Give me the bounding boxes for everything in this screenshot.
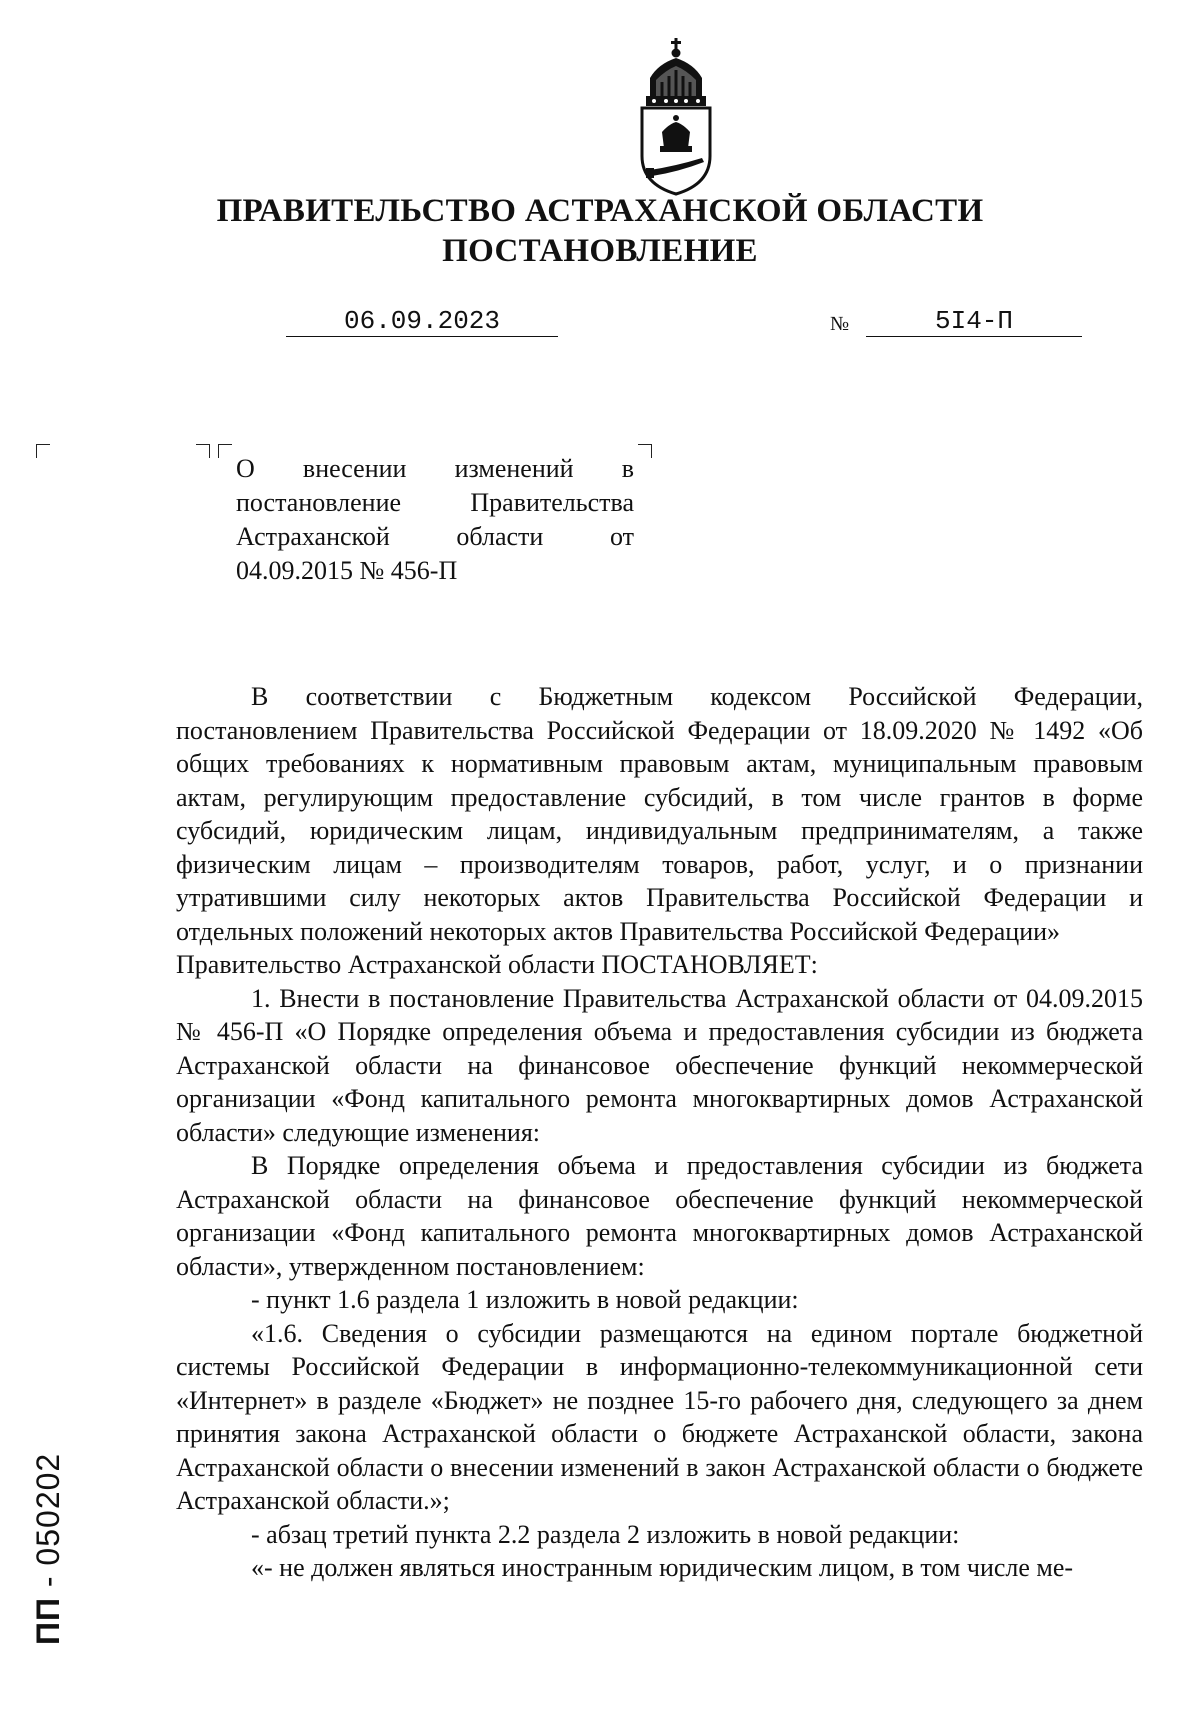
serial-stamp [30, 1345, 66, 1645]
corner-mark-icon [196, 444, 210, 458]
document-subject: О внесении изменений в постановление Правительства Астраханской области от 04.09.2015 № 456-П [236, 454, 634, 585]
organization-title: ПРАВИТЕЛЬСТВО АСТРАХАНСКОЙ ОБЛАСТИ [216, 193, 984, 229]
coat-of-arms-icon [636, 38, 716, 196]
amendment-item: - абзац третий пункта 2.2 раздела 2 изложить в новой редакции: [251, 1519, 960, 1549]
preamble-paragraph: В соответствии с Бюджетным кодексом Российской Федерации, постановлением Правительства Российской Федерации от 18.09.2020 № 1492 «Об общих требованиях к нормативным правовым актам, муниципальным правовым актам, регулирующим предоставление субсидий, в том числе грантов в форме субсидий, юридическим лицам, индивидуальным предпринимателям, а также физическим лицам – производителям товаров, работ, услуг, и о признании утратившими силу некоторых актов Правительства Российской Федерации и отдельных положений некоторых актов Правительства Российской Федерации» [176, 682, 1143, 946]
clause-1-6-paragraph: «1.6. Сведения о субсидии размещаются на едином портале бюджетной системы Российской Федерации в информационно-телекоммуникационной сети «Интернет» в разделе «Бюджет» не позднее 15-го рабочего дня, следующего за днем принятия закона Астраханской области о бюджете Астраханской области, закона Астраханской области о внесении изменений в закон Астраханской области о бюджете Астраханской области.»; [176, 1318, 1143, 1515]
document-date: 06.09.2023 [286, 306, 558, 337]
document-body [176, 680, 1143, 1585]
document-type: ПОСТАНОВЛЕНИЕ [442, 233, 758, 269]
stamp-series: ПП [30, 1597, 66, 1645]
continuation-paragraph: «- не должен являться иностранным юридическим лицом, в том числе ме- [251, 1553, 1074, 1582]
stamp-dash: - [30, 1565, 66, 1597]
amendment-item: - пункт 1.6 раздела 1 изложить в новой редакции: [251, 1285, 799, 1314]
corner-mark-icon [36, 444, 50, 458]
document-number: 5I4-П [866, 306, 1082, 337]
corner-mark-icon [218, 444, 232, 458]
number-sign: № [830, 313, 850, 335]
corner-mark-icon [638, 444, 652, 458]
resolution-line: Правительство Астраханской области ПОСТАНОВЛЯЕТ: [176, 950, 818, 979]
procedure-paragraph: В Порядке определения объема и предоставления субсидии из бюджета Астраханской области на финансовое обеспечение функций некоммерческой организации «Фонд капитального ремонта многоквартирных домов Астраханской области», утвержденном постановлением: [176, 1151, 1143, 1281]
clause-1-paragraph: 1. Внести в постановление Правительства Астраханской области от 04.09.2015 № 456-П «О Порядке определения объема и предоставления субсидии из бюджета Астраханской области на финансовое обеспечение функций некоммерческой организации «Фонд капитального ремонта многоквартирных домов Астраханской области» следующие изменения: [176, 983, 1143, 1147]
stamp-number: 050202 [30, 1452, 66, 1566]
